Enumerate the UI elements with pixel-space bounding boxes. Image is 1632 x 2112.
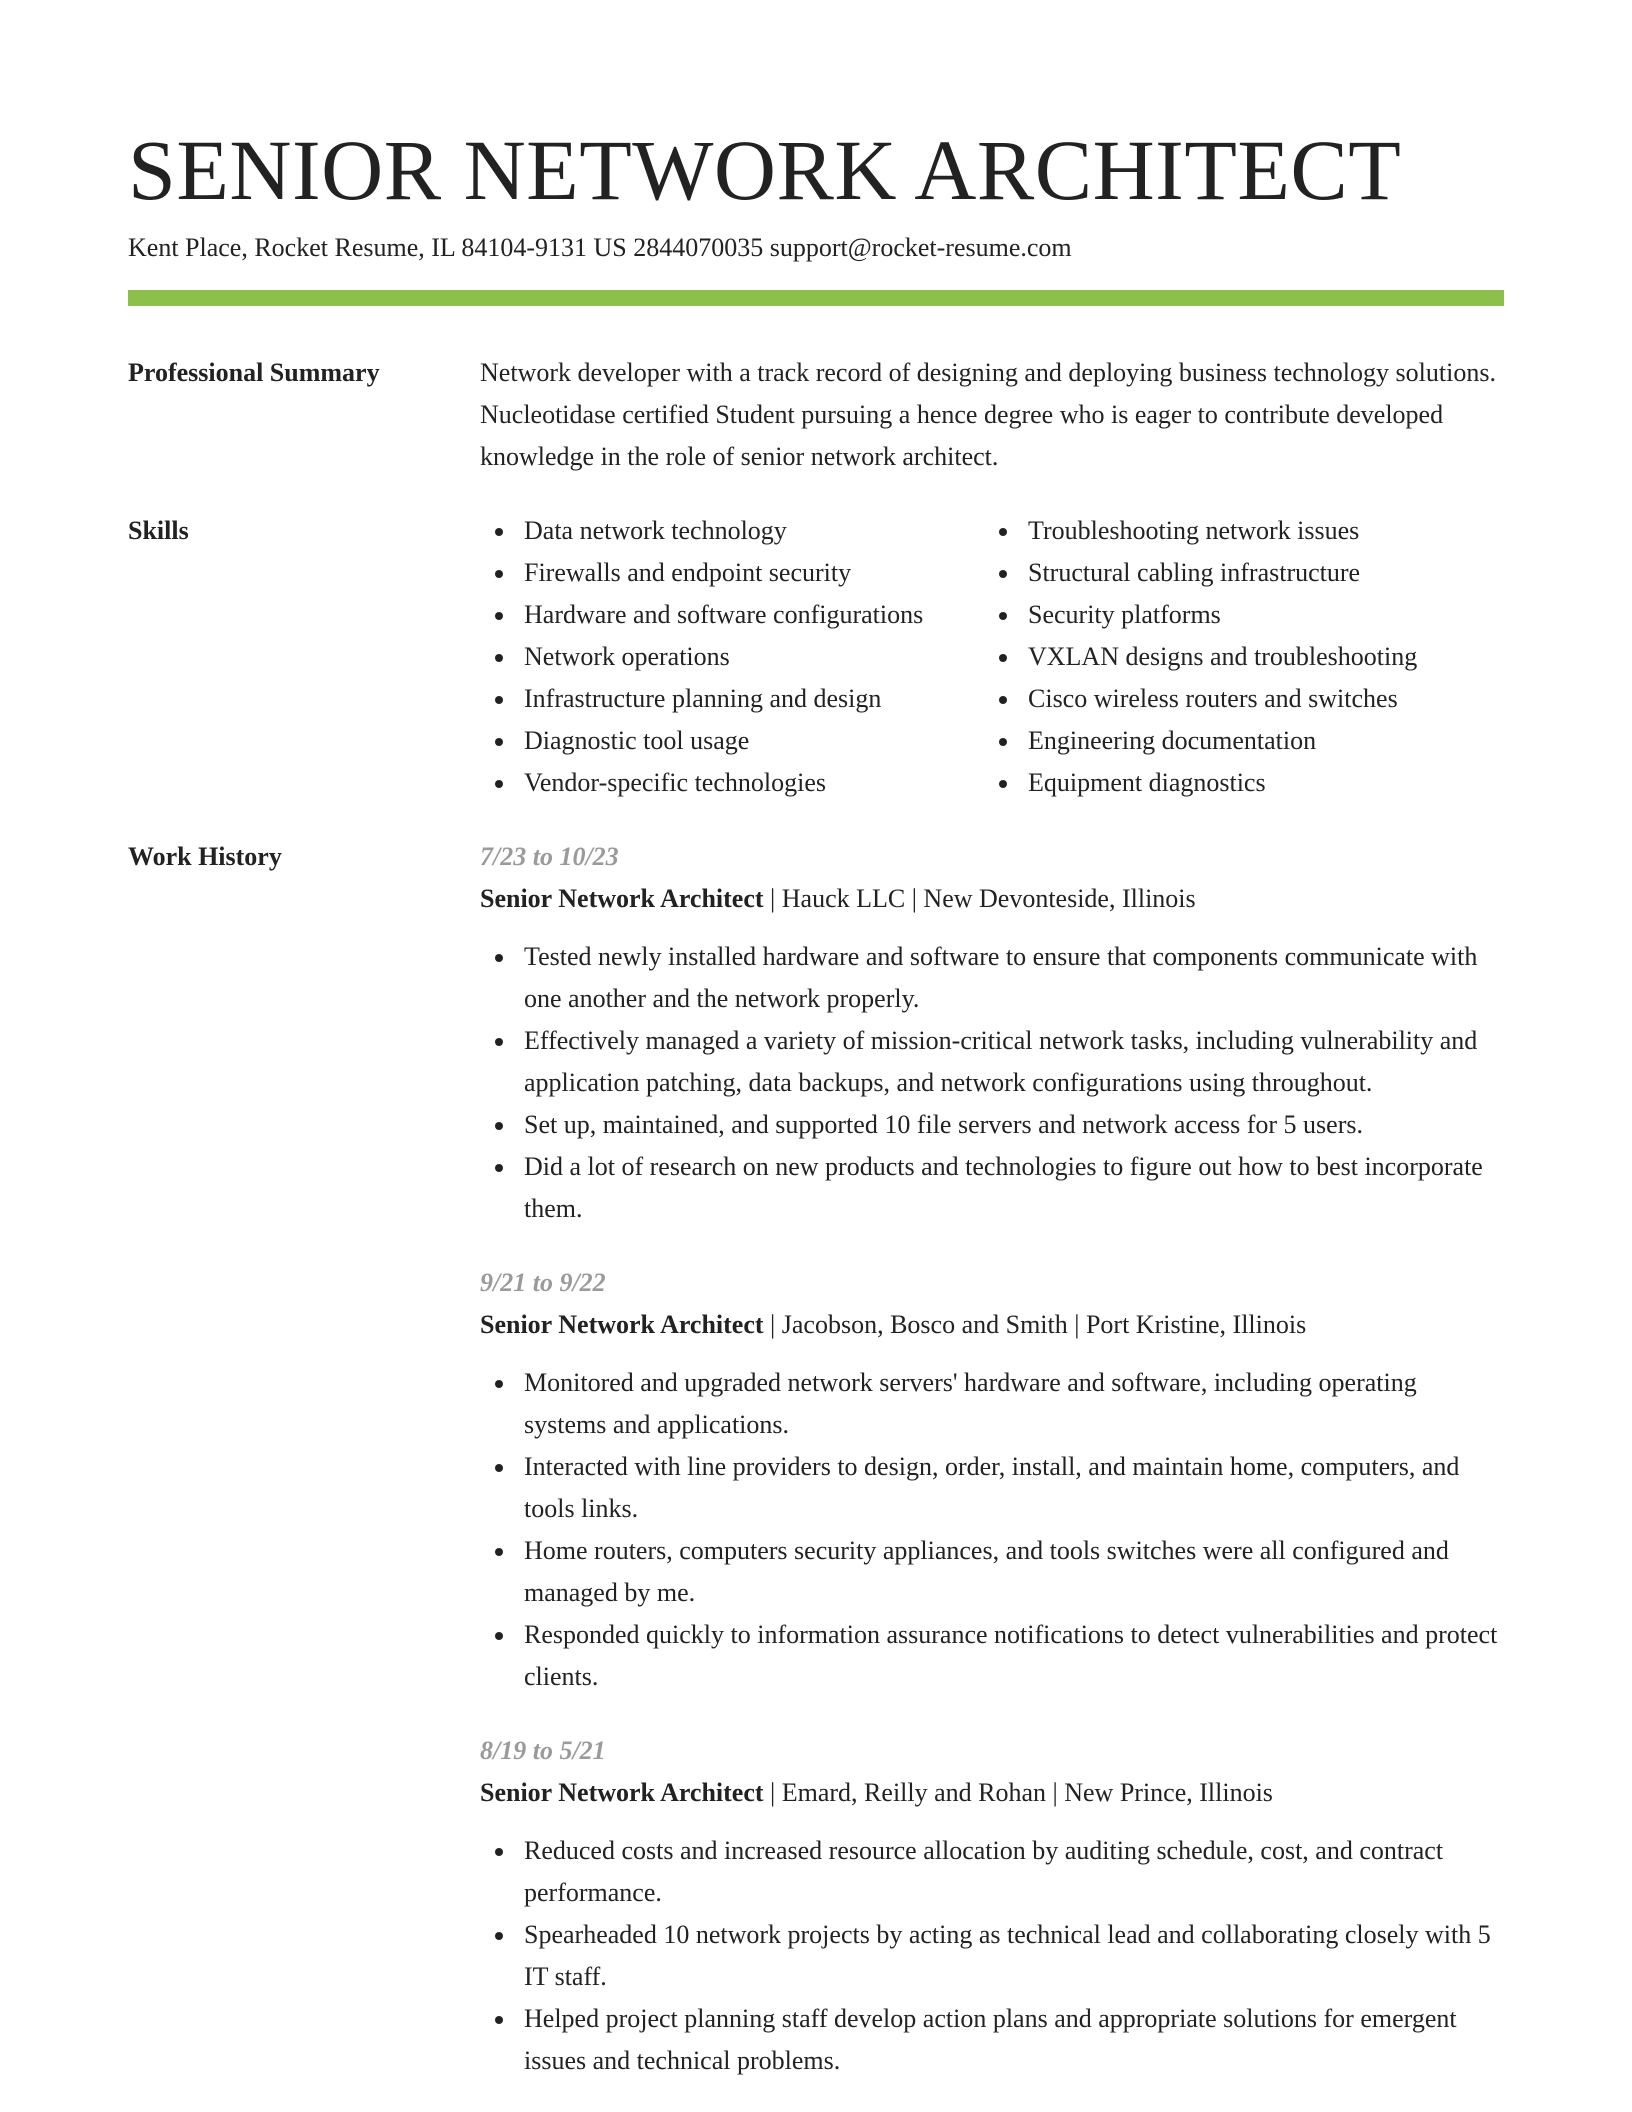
skill-item: Troubleshooting network issues [984,510,1504,552]
section-label-work: Work History [128,842,282,871]
skill-item: Firewalls and endpoint security [480,552,984,594]
summary-text: Network developer with a track record of designing and deploying business technology solutions. Nucleotidase certified Student pursuing a hence degree who is eager to contribute developed knowledge in the role of senior network architect. [480,358,1496,471]
skill-item: Hardware and software configurations [480,594,984,636]
job-bullet: Tested newly installed hardware and software to ensure that components communicate with one another and the network properly. [480,936,1504,1020]
job-heading [480,878,1504,920]
professional-summary-section [128,352,1504,478]
job-bullet: Interacted with line providers to design, order, install, and maintain home, computers, and tools links. [480,1446,1504,1530]
job-heading [480,1304,1504,1346]
header-divider [128,290,1504,306]
job-company-location: | Hauck LLC | New Devonteside, Illinois [763,884,1196,913]
job-company-location: | Emard, Reilly and Rohan | New Prince, Illinois [763,1778,1273,1807]
job-entry [480,836,1504,1230]
skill-item: Network operations [480,636,984,678]
section-label-summary: Professional Summary [128,358,380,387]
job-entry [480,1730,1504,2082]
contact-line: Kent Place, Rocket Resume, IL 84104-9131 US 2844070035 support@rocket-resume.com [128,233,1072,262]
skill-item: Structural cabling infrastructure [984,552,1504,594]
job-date: 8/19 to 5/21 [480,1736,606,1765]
skills-column-left [480,510,984,804]
job-title: Senior Network Architect [480,884,764,913]
skill-item: Equipment diagnostics [984,762,1504,804]
job-bullets [480,936,1504,1230]
job-bullet: Set up, maintained, and supported 10 file servers and network access for 5 users. [480,1104,1504,1146]
work-history-list [480,836,1504,2082]
job-bullet: Responded quickly to information assurance notifications to detect vulnerabilities and protect clients. [480,1614,1504,1698]
resume-page [128,120,1504,2082]
skill-item: Data network technology [480,510,984,552]
job-bullet: Effectively managed a variety of mission-critical network tasks, including vulnerability and application patching, data backups, and network configurations using throughout. [480,1020,1504,1104]
job-bullet: Spearheaded 10 network projects by acting as technical lead and collaborating closely with 5 IT staff. [480,1914,1504,1998]
skill-item: Infrastructure planning and design [480,678,984,720]
job-bullet: Reduced costs and increased resource allocation by auditing schedule, cost, and contract performance. [480,1830,1504,1914]
skills-section [128,510,1504,804]
job-bullet: Monitored and upgraded network servers' hardware and software, including operating systems and applications. [480,1362,1504,1446]
work-history-section [128,836,1504,2082]
job-bullet: Did a lot of research on new products and technologies to figure out how to best incorporate them. [480,1146,1504,1230]
resume-title: SENIOR NETWORK ARCHITECT [128,122,1402,218]
job-date: 9/21 to 9/22 [480,1268,606,1297]
job-bullet: Home routers, computers security appliances, and tools switches were all configured and managed by me. [480,1530,1504,1614]
job-bullets [480,1362,1504,1698]
skill-item: VXLAN designs and troubleshooting [984,636,1504,678]
skills-grid [480,510,1504,804]
job-bullets [480,1830,1504,2082]
job-bullet: Helped project planning staff develop action plans and appropriate solutions for emergent issues and technical problems. [480,1998,1504,2082]
job-heading [480,1772,1504,1814]
section-label-skills: Skills [128,516,189,545]
skill-item: Engineering documentation [984,720,1504,762]
job-company-location: | Jacobson, Bosco and Smith | Port Kristine, Illinois [763,1310,1307,1339]
job-title: Senior Network Architect [480,1310,764,1339]
skill-item: Diagnostic tool usage [480,720,984,762]
job-entry [480,1262,1504,1698]
skills-column-right [984,510,1504,804]
job-title: Senior Network Architect [480,1778,764,1807]
skill-item: Cisco wireless routers and switches [984,678,1504,720]
skill-item: Security platforms [984,594,1504,636]
job-date: 7/23 to 10/23 [480,842,619,871]
skill-item: Vendor-specific technologies [480,762,984,804]
